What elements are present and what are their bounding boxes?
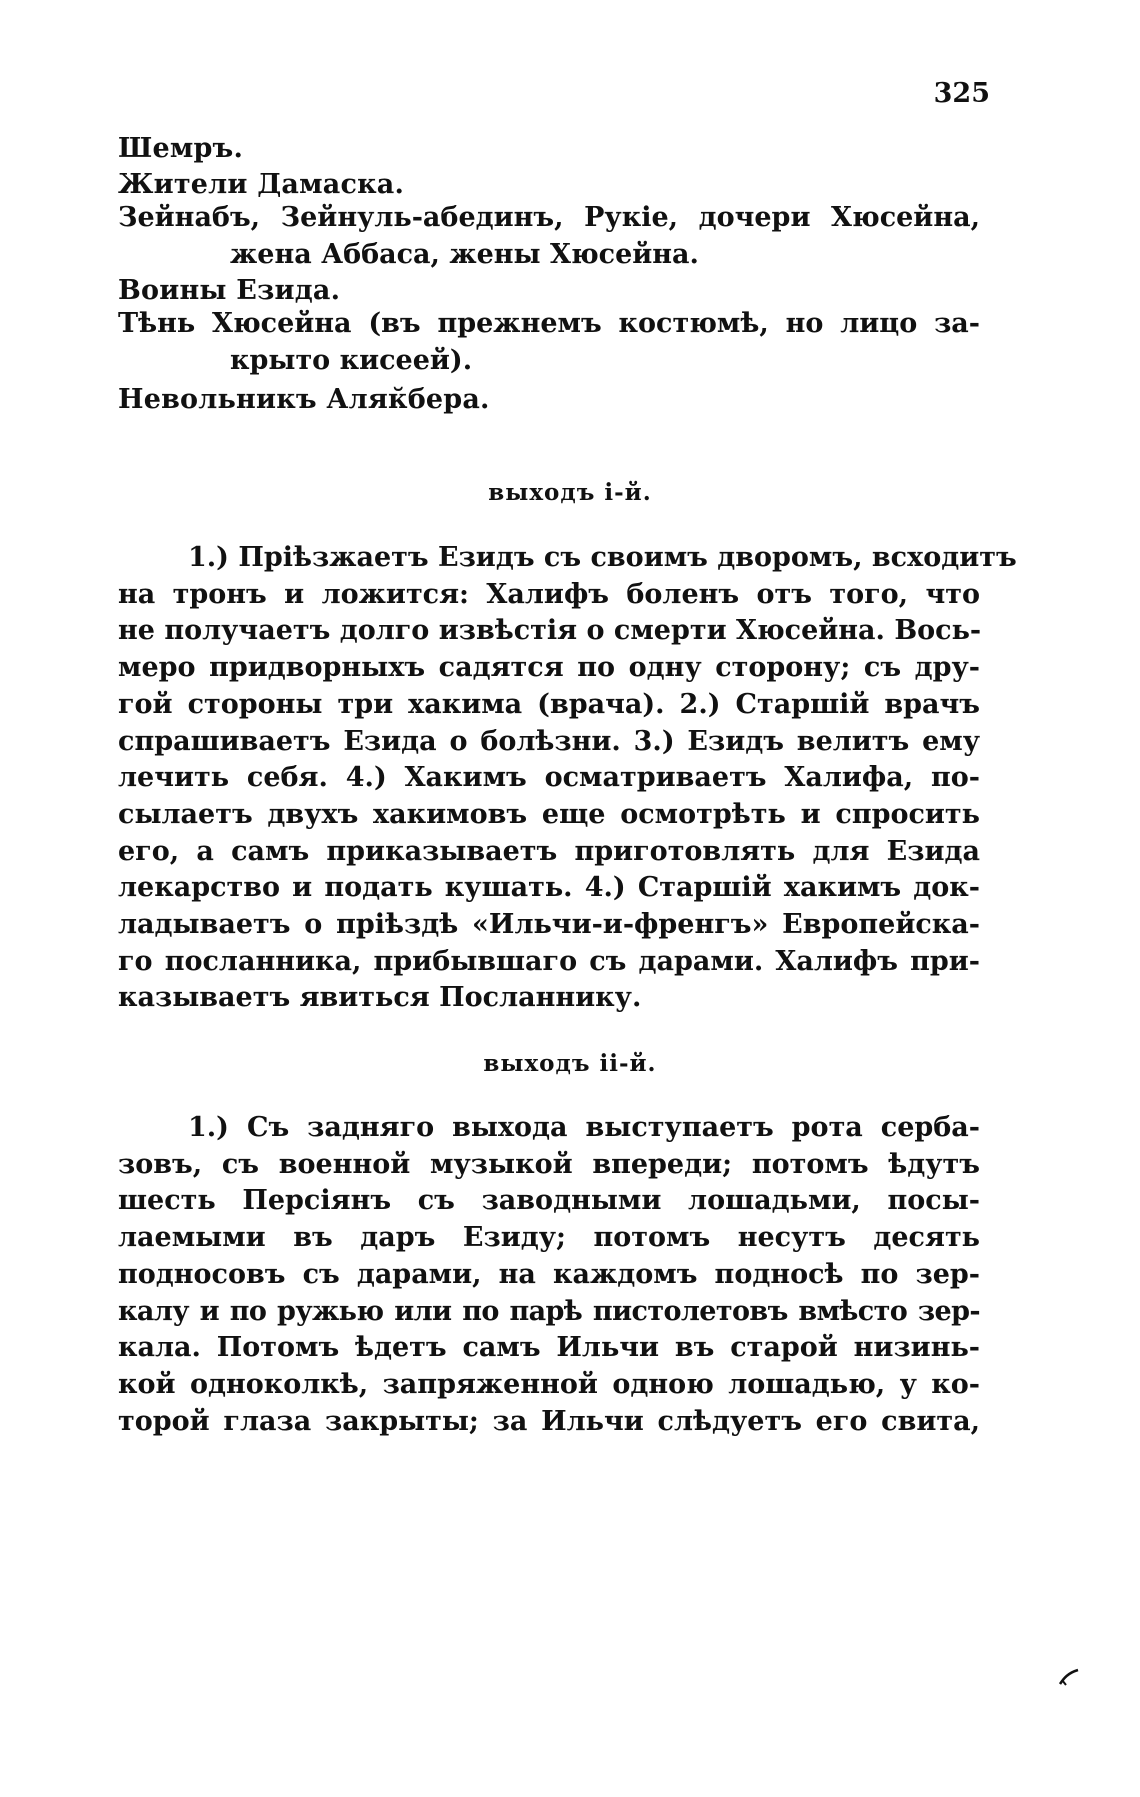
cast-entry-text: Воины Езида. xyxy=(118,275,341,306)
paragraph-line: спрашиваетъ Езида о болѣзни. 3.) Езидъ велитъ ему xyxy=(118,725,980,757)
paragraph-line: меро придворныхъ садятся по одну сторону; съ дру- xyxy=(118,652,980,684)
cast-entry xyxy=(118,133,243,164)
paragraph-line: кой одноколкѣ, запряженной одною лошадью, у ко- xyxy=(118,1368,980,1400)
paragraph-line: шесть Персіянъ съ заводными лошадьми, посы- xyxy=(118,1185,980,1217)
paragraph-line: го посланника, прибывшаго съ дарами. Халифъ при- xyxy=(118,945,980,977)
paragraph-line: ладываетъ о пріѣздѣ «Ильчи-и-френгъ» Европейска- xyxy=(118,909,980,941)
paragraph-line: сылаетъ двухъ хакимовъ еще осмотрѣть и спросить xyxy=(118,798,980,830)
page-number: 325 xyxy=(933,78,990,109)
paragraph-line: лаемыми въ даръ Езиду; потомъ несутъ десять xyxy=(118,1222,980,1254)
section-paragraph xyxy=(118,1110,980,1440)
cast-entry-text: Шемръ. xyxy=(118,133,244,164)
paragraph-line: 1.) Пріѣзжаетъ Езидъ съ своимъ дворомъ, всходитъ xyxy=(188,542,1017,573)
paragraph-line: лекарство и подать кушать. 4.) Старшій хакимъ док- xyxy=(118,872,980,904)
cast-entry xyxy=(118,305,980,379)
cast-entry-text-part: Зейнабъ, Зейнуль-абединъ, Рукіе, дочери Хюсейна, xyxy=(118,202,980,233)
section-heading: выходъ іі-й. xyxy=(483,1050,657,1077)
paragraph-line: калу и по ружью или по парѣ пистолетовъ вмѣсто зер- xyxy=(118,1295,980,1327)
cast-entry-continuation: крыто кисеей). xyxy=(230,345,473,376)
cast-entry-text xyxy=(118,199,980,236)
paragraph-line: лечить себя. 4.) Хакимъ осматриваетъ Халифа, по- xyxy=(118,762,980,794)
cast-entry xyxy=(118,199,980,273)
cast-entry-text: Жители Дамаска. xyxy=(118,169,405,200)
cast-entry-continuation: жена Аббаса, жены Хюсейна. xyxy=(230,239,699,270)
paragraph-line: торой глаза закрыты; за Ильчи слѣдуетъ его свита, xyxy=(118,1405,980,1437)
paragraph-line: его, а самъ приказываетъ приготовлять для Езида xyxy=(118,835,980,867)
paragraph-line: на тронъ и ложится: Халифъ боленъ отъ того, что xyxy=(118,578,980,610)
section-paragraph xyxy=(118,540,1017,1017)
cast-entry-text: Невольникъ Аляк̆бера. xyxy=(118,384,490,415)
paragraph-line: 1.) Съ задняго выхода выступаетъ рота серба- xyxy=(188,1112,980,1143)
paragraph-line: зовъ, съ военной музыкой впереди; потомъ ѣдутъ xyxy=(118,1148,980,1180)
paragraph-line: кала. Потомъ ѣдетъ самъ Ильчи въ старой низинь- xyxy=(118,1332,980,1364)
paragraph-line: не получаетъ долго извѣстія о смерти Хюсейна. Вось- xyxy=(118,615,982,647)
cast-entry-text: Тѣнь Хюсейна (въ прежнемъ костюмѣ, но лицо за- xyxy=(118,308,980,339)
cast-entry xyxy=(118,384,490,415)
cast-entry xyxy=(118,275,340,306)
paragraph-line: гой стороны три хакима (врача). 2.) Старшій врачъ xyxy=(118,688,980,720)
paragraph-line: подносовъ съ дарами, на каждомъ подносѣ по зер- xyxy=(118,1258,980,1290)
section-heading: выходъ і-й. xyxy=(488,479,652,506)
paragraph-line: казываетъ явиться Посланнику. xyxy=(118,982,642,1014)
ink-mark-icon xyxy=(1058,1668,1080,1686)
cast-entry xyxy=(118,169,404,200)
